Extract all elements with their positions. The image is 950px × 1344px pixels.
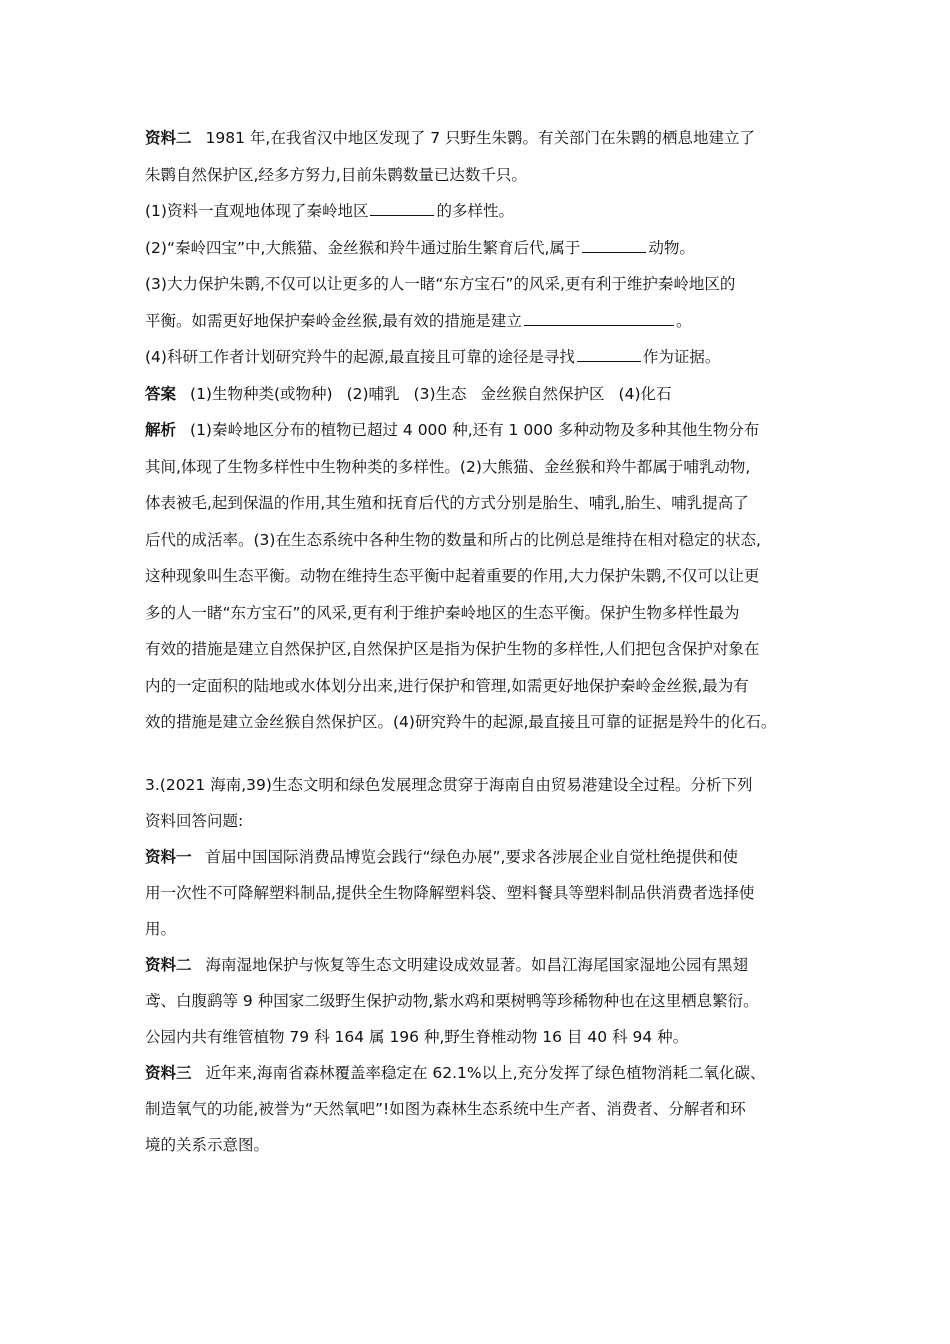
question-3-stem: 3.(2021 海南,39)生态文明和绿色发展理念贯穿于海南自由贸易港建设全过程。分析下列 bbox=[145, 775, 753, 794]
material2-line2: 朱鹮自然保护区,经多方努力,目前朱鹮数量已达数千只。 bbox=[145, 165, 527, 184]
material1-line: 用一次性不可降解塑料制品,提供全生物降解塑料袋、塑料餐具等塑料制品供消费者选择使 bbox=[145, 883, 755, 902]
material-label: 资料三 bbox=[145, 1063, 192, 1082]
question-1: (1)资料一直观地体现了秦岭地区 的多样性。 bbox=[145, 202, 514, 220]
answer-blank bbox=[582, 251, 646, 253]
analysis-line: 解析 (1)秦岭地区分布的植物已超过 4 000 种,还有 1 000 多种动物及多种其他生物分布 bbox=[145, 421, 760, 439]
analysis-line: 效的措施是建立金丝猴自然保护区。(4)研究羚牛的起源,最直接且可靠的证据是羚牛的化石。 bbox=[145, 713, 777, 731]
material1-line: 用。 bbox=[145, 919, 177, 938]
material-label: 资料二 bbox=[145, 955, 192, 974]
material-label: 资料二 bbox=[145, 129, 192, 147]
question-4: (4)科研工作者计划研究羚牛的起源,最直接且可靠的途径是寻找 作为证据。 bbox=[145, 348, 721, 366]
answer-blank bbox=[524, 324, 674, 326]
analysis-line: 后代的成活率。(3)在生态系统中各种生物的数量和所占的比例总是维持在相对稳定的状态, bbox=[145, 530, 761, 549]
analysis-line: 有效的措施是建立自然保护区,自然保护区是指为保护生物的多样性,人们把包含保护对象在 bbox=[145, 640, 760, 658]
document-page bbox=[145, 120, 825, 1163]
analysis-line: 多的人一睹“东方宝石”的风采,更有利于维护秦岭地区的生态平衡。保护生物多样性最为 bbox=[145, 603, 740, 622]
analysis-line: 体表被毛,起到保温的作用,其生殖和抚育后代的方式分别是胎生、哺乳,胎生、哺乳提高了 bbox=[145, 494, 749, 512]
analysis-label: 解析 bbox=[145, 421, 177, 439]
material2-line1: 资料二 1981 年,在我省汉中地区发现了 7 只野生朱鹮。有关部门在朱鹮的栖息地建立了 bbox=[145, 129, 756, 147]
material-label: 资料一 bbox=[145, 847, 192, 866]
answer-blank bbox=[577, 360, 641, 362]
analysis-line: 这种现象叫生态平衡。动物在维持生态平衡中起着重要的作用,大力保护朱鹮,不仅可以让更 bbox=[145, 567, 760, 585]
question-2: (2)“秦岭四宝”中,大熊猫、金丝猴和羚牛通过胎生繁育后代,属于 动物。 bbox=[145, 238, 695, 257]
question-3-line1: (3)大力保护朱鹮,不仅可以让更多的人一睹“东方宝石”的风采,更有利于维护秦岭地区的 bbox=[145, 275, 736, 293]
material3-line: 境的关系示意图。 bbox=[145, 1135, 270, 1154]
material2-line: 公园内共有维管植物 79 科 164 属 196 种,野生脊椎动物 16 目 40 科 94 种。 bbox=[145, 1027, 689, 1046]
material2-line: 资料二 海南湿地保护与恢复等生态文明建设成效显著。如昌江海尾国家湿地公园有黑翅 bbox=[145, 955, 749, 974]
material2-line: 鸢、白腹鹞等 9 种国家二级野生保护动物,紫水鸡和栗树鸭等珍稀物种也在这里栖息繁衍。 bbox=[145, 991, 759, 1010]
answer-line: 答案 (1)生物种类(或物种) (2)哺乳 (3)生态 金丝猴自然保护区 (4)化石 bbox=[145, 384, 672, 403]
question-3-stem: 资料回答问题: bbox=[145, 811, 244, 830]
analysis-line: 其间,体现了生物多样性中生物种类的多样性。(2)大熊猫、金丝猴和羚牛都属于哺乳动物, bbox=[145, 457, 751, 476]
analysis-line: 内的一定面积的陆地或水体划分出来,进行保护和管理,如需更好地保护秦岭金丝猴,最为有 bbox=[145, 676, 749, 695]
question-3-line2: 平衡。如需更好地保护秦岭金丝猴,最有效的措施是建立 。 bbox=[145, 311, 692, 330]
material3-line: 资料三 近年来,海南省森林覆盖率稳定在 62.1%以上,充分发挥了绿色植物消耗二氧化碳、 bbox=[145, 1063, 766, 1082]
material3-line: 制造氧气的功能,被誉为“天然氧吧”!如图为森林生态系统中生产者、消费者、分解者和环 bbox=[145, 1099, 746, 1118]
material1-line: 资料一 首届中国国际消费品博览会践行“绿色办展”,要求各涉展企业自觉杜绝提供和使 bbox=[145, 847, 739, 866]
answer-label: 答案 bbox=[145, 384, 177, 403]
answer-blank bbox=[370, 214, 434, 216]
